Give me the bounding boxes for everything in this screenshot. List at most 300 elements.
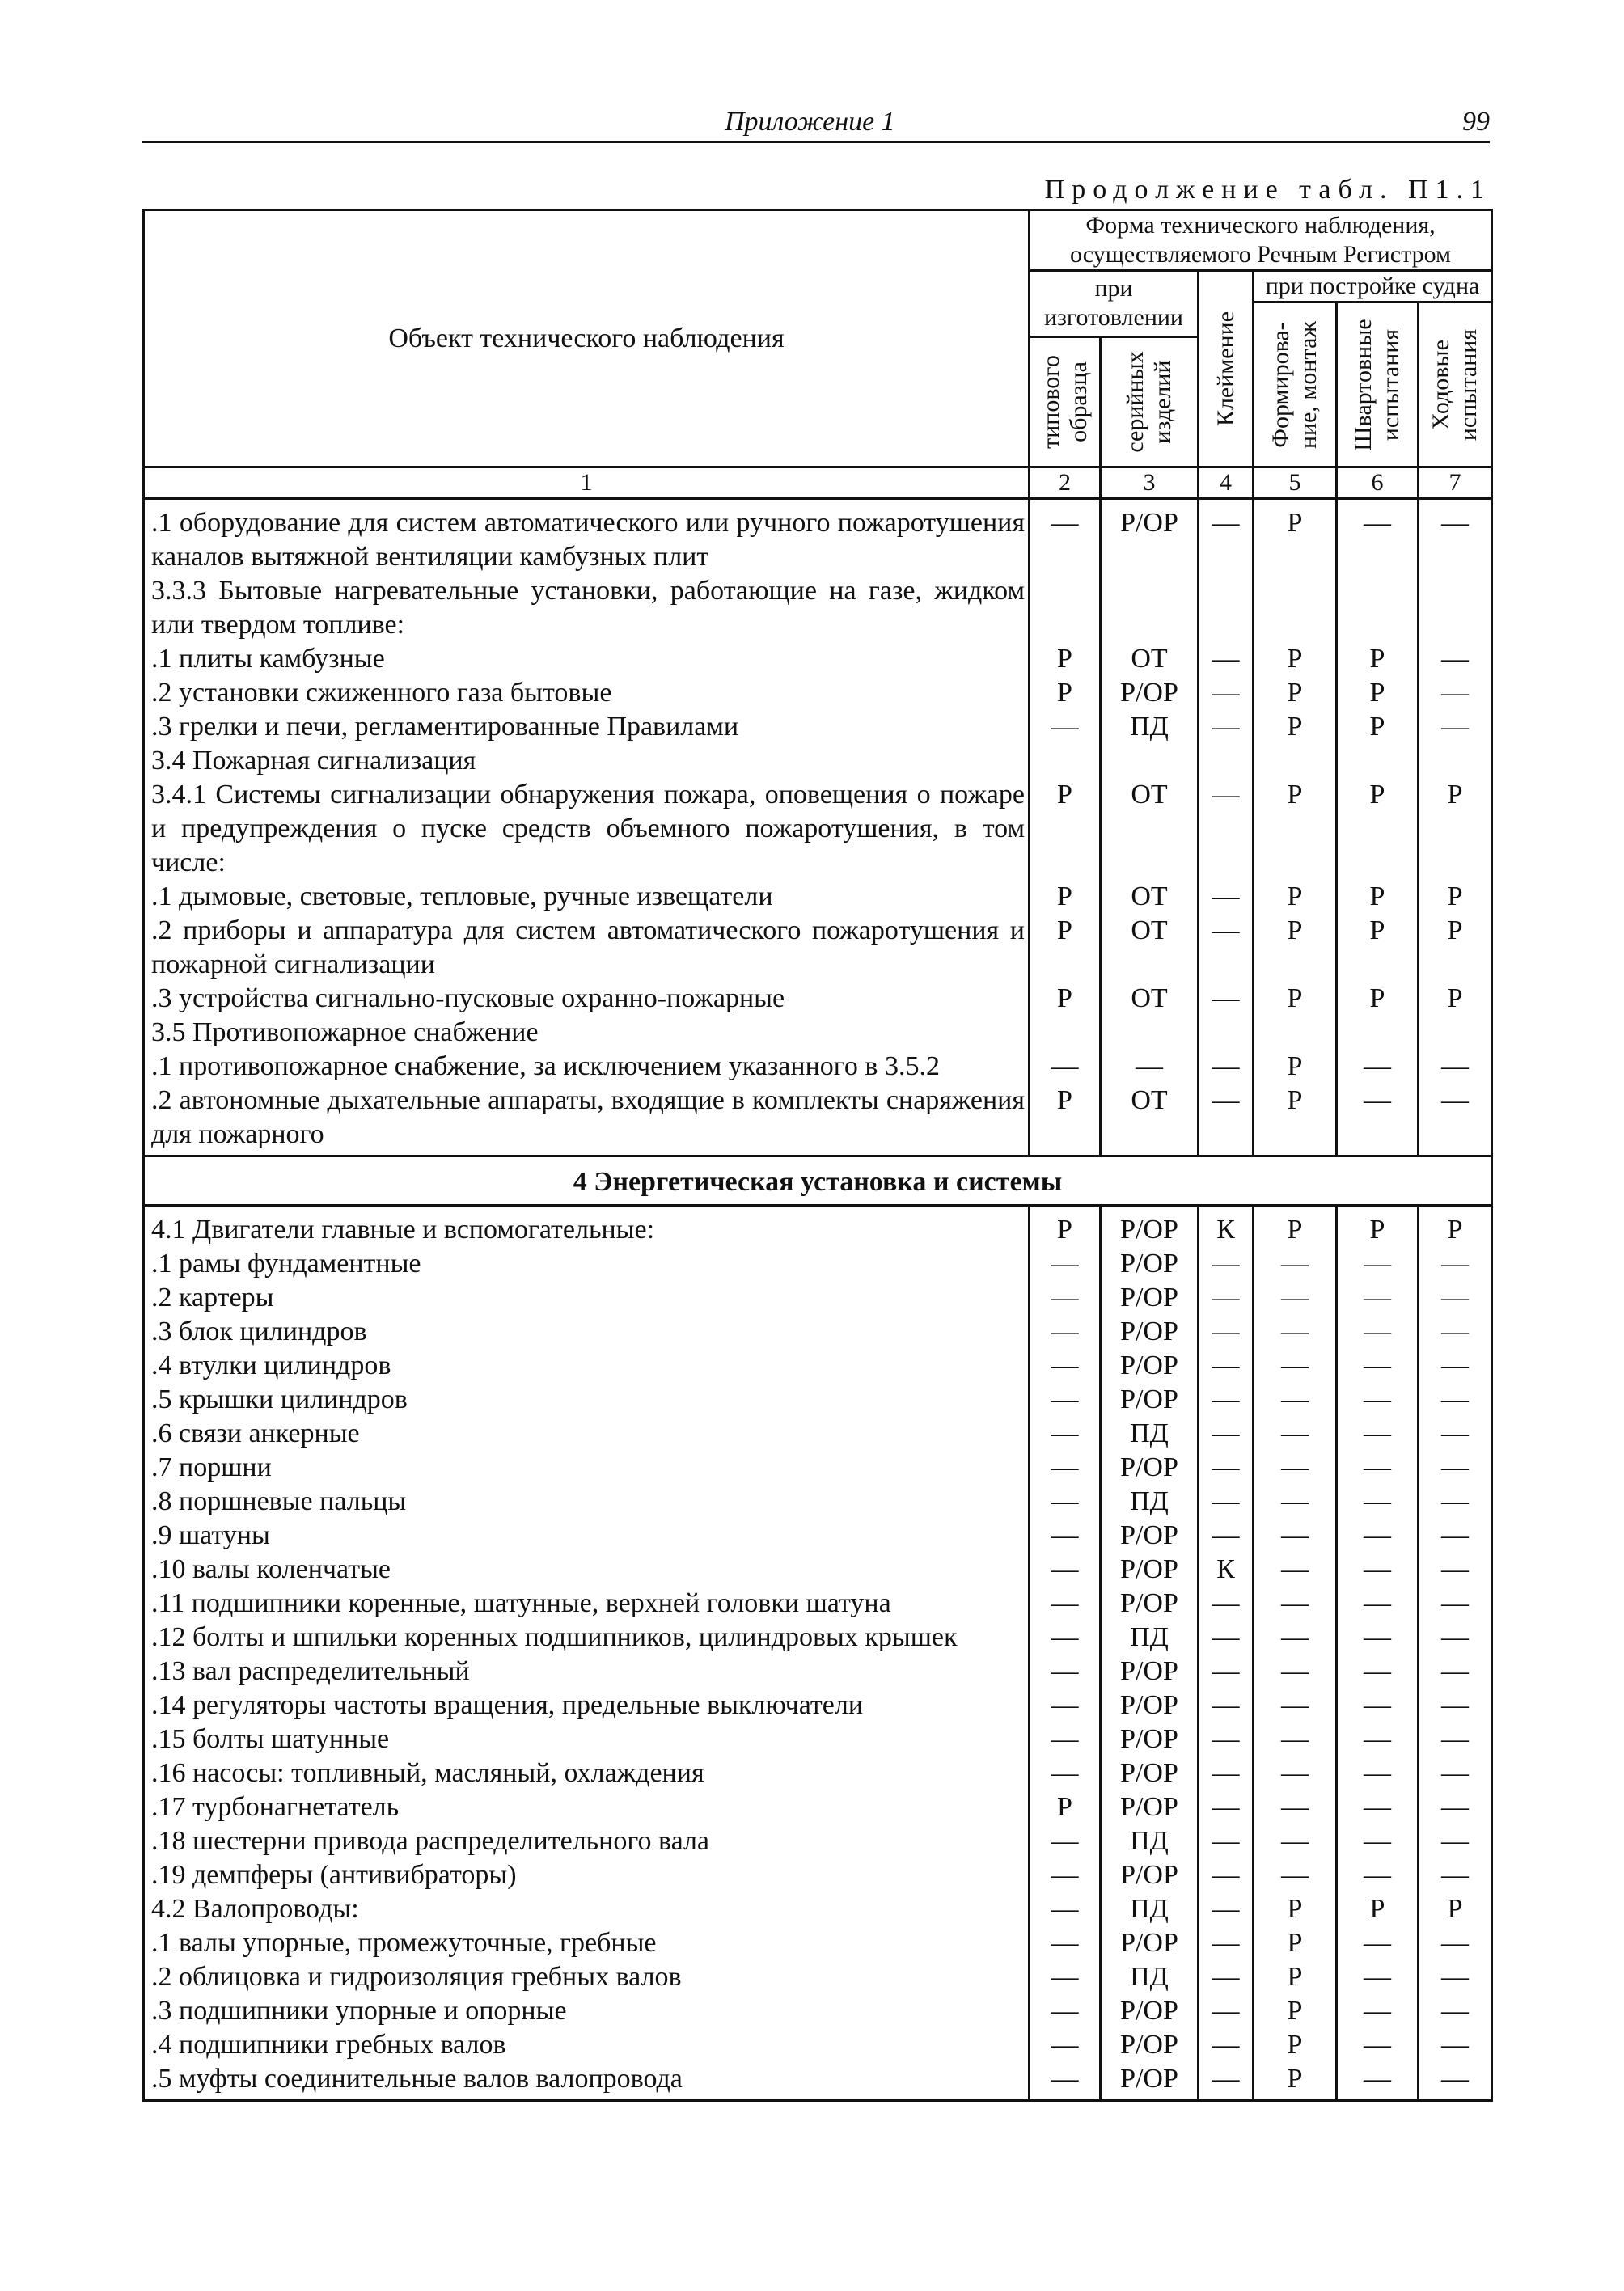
- object-cell: .16 насосы: топливный, масляный, охлаждения: [144, 1756, 1030, 1790]
- value-cell: Р/ОР: [1101, 1281, 1199, 1315]
- value-cell: Р/ОР: [1101, 1655, 1199, 1689]
- table-row: [144, 1722, 1492, 1756]
- object-cell: .1 плиты камбузные: [144, 642, 1030, 676]
- column-number: 5: [1254, 467, 1337, 499]
- value-cell: —: [1030, 1722, 1101, 1756]
- value-cell: —: [1199, 778, 1254, 880]
- table-row: [144, 1960, 1492, 1994]
- value-cell: Р: [1254, 880, 1337, 914]
- value-cell: ПД: [1101, 1621, 1199, 1655]
- table-row: [144, 1587, 1492, 1621]
- table-row: [144, 2062, 1492, 2101]
- value-cell: Р/ОР: [1101, 1206, 1199, 1248]
- value-cell: Р/ОР: [1101, 1315, 1199, 1349]
- value-cell: Р: [1030, 880, 1101, 914]
- value-cell: —: [1254, 1858, 1337, 1892]
- value-cell: —: [1254, 1383, 1337, 1417]
- value-cell: —: [1419, 499, 1492, 575]
- object-cell: .2 приборы и аппаратура для систем автоматического пожаротушения и пожарной сигнализации: [144, 914, 1030, 982]
- value-cell: —: [1030, 710, 1101, 744]
- value-cell: —: [1419, 1587, 1492, 1621]
- value-cell: Р: [1254, 1084, 1337, 1156]
- value-cell: Р: [1337, 982, 1419, 1016]
- header-mark: [1199, 271, 1254, 467]
- value-cell: [1030, 574, 1101, 642]
- value-cell: [1419, 744, 1492, 778]
- value-cell: Р/ОР: [1101, 1994, 1199, 2028]
- value-cell: —: [1337, 2028, 1419, 2062]
- section-heading: 4 Энергетическая установка и системы: [144, 1156, 1492, 1206]
- value-cell: —: [1030, 1050, 1101, 1084]
- table-row: [144, 1050, 1492, 1084]
- value-cell: —: [1199, 1689, 1254, 1722]
- value-cell: —: [1030, 1315, 1101, 1349]
- value-cell: —: [1254, 1349, 1337, 1383]
- object-cell: .2 установки сжиженного газа бытовые: [144, 676, 1030, 710]
- value-cell: Р: [1254, 778, 1337, 880]
- value-cell: —: [1337, 1050, 1419, 1084]
- value-cell: —: [1254, 1315, 1337, 1349]
- column-number: 1: [144, 467, 1030, 499]
- value-cell: —: [1419, 1790, 1492, 1824]
- value-cell: Р: [1254, 710, 1337, 744]
- table-row: [144, 1519, 1492, 1553]
- value-cell: Р: [1419, 1892, 1492, 1926]
- section-heading-row: [144, 1156, 1492, 1206]
- table-row: [144, 1926, 1492, 1960]
- object-cell: .3 блок цилиндров: [144, 1315, 1030, 1349]
- header-mooring: [1337, 302, 1419, 467]
- value-cell: —: [1419, 1383, 1492, 1417]
- value-cell: Р: [1030, 778, 1101, 880]
- value-cell: [1419, 1016, 1492, 1050]
- section-heading-group: [144, 1156, 1492, 1206]
- value-cell: [1101, 1016, 1199, 1050]
- value-cell: —: [1030, 1892, 1101, 1926]
- value-cell: —: [1419, 1084, 1492, 1156]
- object-cell: .1 валы упорные, промежуточные, гребные: [144, 1926, 1030, 1960]
- header-construction: при постройке судна: [1254, 271, 1492, 302]
- object-cell: .1 оборудование для систем автоматического или ручного пожаротушения каналов вытяжной вентиляции камбузных плит: [144, 499, 1030, 575]
- value-cell: —: [1030, 1451, 1101, 1485]
- value-cell: Р: [1254, 982, 1337, 1016]
- value-cell: —: [1199, 1084, 1254, 1156]
- header-mooring-text: Швартовные испытания: [1350, 318, 1404, 451]
- value-cell: —: [1419, 1994, 1492, 2028]
- object-cell: .15 болты шатунные: [144, 1722, 1030, 1756]
- value-cell: —: [1030, 1858, 1101, 1892]
- running-head: [142, 105, 1490, 143]
- object-cell: 4.1 Двигатели главные и вспомогательные:: [144, 1206, 1030, 1248]
- column-number: 7: [1419, 467, 1492, 499]
- value-cell: ОТ: [1101, 778, 1199, 880]
- value-cell: Р: [1337, 1206, 1419, 1248]
- value-cell: —: [1030, 2028, 1101, 2062]
- header-object: Объект технического наблюдения: [144, 210, 1030, 467]
- value-cell: —: [1199, 1790, 1254, 1824]
- table-row: [144, 1994, 1492, 2028]
- value-cell: Р: [1419, 914, 1492, 982]
- value-cell: —: [1199, 1315, 1254, 1349]
- object-cell: .14 регуляторы частоты вращения, предельные выключатели: [144, 1689, 1030, 1722]
- value-cell: —: [1254, 1485, 1337, 1519]
- value-cell: —: [1337, 1926, 1419, 1960]
- table-row: [144, 676, 1492, 710]
- value-cell: —: [1030, 1756, 1101, 1790]
- column-numbers-row: [144, 467, 1492, 499]
- table-row: [144, 914, 1492, 982]
- value-cell: К: [1199, 1553, 1254, 1587]
- value-cell: —: [1419, 1485, 1492, 1519]
- table-row: [144, 1655, 1492, 1689]
- value-cell: Р: [1254, 1960, 1337, 1994]
- value-cell: Р/ОР: [1101, 1756, 1199, 1790]
- value-cell: Р: [1337, 778, 1419, 880]
- value-cell: [1337, 1016, 1419, 1050]
- table-body-power: [144, 1206, 1492, 2101]
- inspection-table: [142, 209, 1493, 2102]
- value-cell: —: [1030, 1824, 1101, 1858]
- value-cell: [1101, 744, 1199, 778]
- header-manufacture: при изготовлении: [1030, 271, 1199, 337]
- value-cell: Р/ОР: [1101, 1451, 1199, 1485]
- value-cell: ОТ: [1101, 914, 1199, 982]
- value-cell: —: [1419, 1451, 1492, 1485]
- object-cell: .5 муфты соединительные валов валопровода: [144, 2062, 1030, 2101]
- table-row: [144, 1621, 1492, 1655]
- table-row: [144, 1858, 1492, 1892]
- value-cell: —: [1199, 1858, 1254, 1892]
- value-cell: —: [1419, 1621, 1492, 1655]
- value-cell: ОТ: [1101, 880, 1199, 914]
- value-cell: Р/ОР: [1101, 1349, 1199, 1383]
- table-caption: Продолжение табл. П1.1: [1044, 175, 1491, 205]
- value-cell: —: [1419, 1926, 1492, 1960]
- value-cell: —: [1199, 1451, 1254, 1485]
- value-cell: —: [1030, 1655, 1101, 1689]
- value-cell: —: [1199, 1655, 1254, 1689]
- value-cell: —: [1419, 1247, 1492, 1281]
- value-cell: [1337, 744, 1419, 778]
- header-sea: [1419, 302, 1492, 467]
- value-cell: —: [1419, 1858, 1492, 1892]
- value-cell: Р: [1419, 880, 1492, 914]
- value-cell: —: [1254, 1824, 1337, 1858]
- value-cell: —: [1337, 1281, 1419, 1315]
- value-cell: —: [1030, 1960, 1101, 1994]
- value-cell: —: [1337, 1587, 1419, 1621]
- value-cell: —: [1337, 1621, 1419, 1655]
- value-cell: —: [1337, 1247, 1419, 1281]
- value-cell: Р: [1254, 914, 1337, 982]
- value-cell: Р: [1254, 2062, 1337, 2101]
- object-cell: .7 поршни: [144, 1451, 1030, 1485]
- value-cell: —: [1419, 1553, 1492, 1587]
- value-cell: Р: [1337, 642, 1419, 676]
- value-cell: —: [1030, 1926, 1101, 1960]
- value-cell: —: [1199, 1621, 1254, 1655]
- value-cell: —: [1199, 1722, 1254, 1756]
- value-cell: —: [1030, 1281, 1101, 1315]
- column-number: 2: [1030, 467, 1101, 499]
- object-cell: .1 рамы фундаментные: [144, 1247, 1030, 1281]
- value-cell: Р/ОР: [1101, 1247, 1199, 1281]
- table-row: [144, 1281, 1492, 1315]
- value-cell: Р/ОР: [1101, 1790, 1199, 1824]
- value-cell: —: [1419, 676, 1492, 710]
- running-head-title: Приложение 1: [725, 107, 895, 137]
- object-cell: .9 шатуны: [144, 1519, 1030, 1553]
- header-form: Форма технического наблюдения, осуществляемого Речным Регистром: [1030, 210, 1492, 271]
- value-cell: —: [1337, 1417, 1419, 1451]
- value-cell: Р: [1419, 1206, 1492, 1248]
- value-cell: —: [1199, 1050, 1254, 1084]
- value-cell: —: [1337, 1960, 1419, 1994]
- value-cell: —: [1254, 1689, 1337, 1722]
- value-cell: Р/ОР: [1101, 1858, 1199, 1892]
- value-cell: —: [1337, 1994, 1419, 2028]
- value-cell: —: [1030, 1994, 1101, 2028]
- value-cell: —: [1101, 1050, 1199, 1084]
- value-cell: —: [1337, 2062, 1419, 2101]
- table-row: [144, 1247, 1492, 1281]
- value-cell: —: [1199, 1247, 1254, 1281]
- table-row: [144, 710, 1492, 744]
- value-cell: —: [1254, 1451, 1337, 1485]
- column-number: 3: [1101, 467, 1199, 499]
- object-cell: .10 валы коленчатые: [144, 1553, 1030, 1587]
- value-cell: Р: [1030, 982, 1101, 1016]
- table-row: [144, 982, 1492, 1016]
- table-body-fire: [144, 499, 1492, 1156]
- value-cell: ОТ: [1101, 982, 1199, 1016]
- table-row: [144, 880, 1492, 914]
- object-cell: .2 картеры: [144, 1281, 1030, 1315]
- value-cell: ОТ: [1101, 642, 1199, 676]
- value-cell: —: [1030, 1485, 1101, 1519]
- value-cell: [1030, 744, 1101, 778]
- value-cell: —: [1419, 1519, 1492, 1553]
- table-row: [144, 1689, 1492, 1722]
- value-cell: —: [1030, 1621, 1101, 1655]
- object-cell: .4 подшипники гребных валов: [144, 2028, 1030, 2062]
- value-cell: —: [1337, 1689, 1419, 1722]
- value-cell: —: [1030, 1349, 1101, 1383]
- value-cell: —: [1254, 1621, 1337, 1655]
- value-cell: —: [1199, 642, 1254, 676]
- value-cell: —: [1199, 1349, 1254, 1383]
- value-cell: —: [1337, 1315, 1419, 1349]
- value-cell: —: [1030, 1383, 1101, 1417]
- value-cell: —: [1199, 1383, 1254, 1417]
- object-cell: .17 турбонагнетатель: [144, 1790, 1030, 1824]
- object-cell: .12 болты и шпильки коренных подшипников, цилиндровых крышек: [144, 1621, 1030, 1655]
- value-cell: —: [1337, 1655, 1419, 1689]
- value-cell: [1101, 574, 1199, 642]
- value-cell: —: [1419, 1722, 1492, 1756]
- value-cell: —: [1254, 1247, 1337, 1281]
- value-cell: [1030, 1016, 1101, 1050]
- value-cell: Р: [1337, 676, 1419, 710]
- header-serial: [1101, 336, 1199, 467]
- value-cell: Р: [1254, 642, 1337, 676]
- object-cell: .3 устройства сигнально-пусковые охранно-пожарные: [144, 982, 1030, 1016]
- value-cell: —: [1199, 1485, 1254, 1519]
- value-cell: [1337, 574, 1419, 642]
- value-cell: —: [1030, 2062, 1101, 2101]
- value-cell: —: [1337, 1485, 1419, 1519]
- value-cell: —: [1199, 1926, 1254, 1960]
- value-cell: —: [1254, 1790, 1337, 1824]
- value-cell: —: [1337, 1858, 1419, 1892]
- column-number: 4: [1199, 467, 1254, 499]
- value-cell: —: [1419, 1417, 1492, 1451]
- value-cell: [1254, 1016, 1337, 1050]
- value-cell: —: [1419, 2062, 1492, 2101]
- value-cell: Р: [1030, 914, 1101, 982]
- value-cell: —: [1337, 499, 1419, 575]
- object-cell: 3.4.1 Системы сигнализации обнаружения пожара, оповещения о пожаре и предупреждения о пуске средств объемного пожаротушения, в том числе:: [144, 778, 1030, 880]
- value-cell: ПД: [1101, 1892, 1199, 1926]
- value-cell: —: [1337, 1451, 1419, 1485]
- value-cell: —: [1337, 1084, 1419, 1156]
- value-cell: Р: [1030, 1206, 1101, 1248]
- value-cell: —: [1254, 1655, 1337, 1689]
- table-row: [144, 1892, 1492, 1926]
- header-type-text: типового образца: [1037, 355, 1092, 449]
- value-cell: Р: [1337, 880, 1419, 914]
- value-cell: —: [1254, 1281, 1337, 1315]
- value-cell: Р/ОР: [1101, 1553, 1199, 1587]
- object-cell: .6 связи анкерные: [144, 1417, 1030, 1451]
- value-cell: Р/ОР: [1101, 676, 1199, 710]
- value-cell: Р: [1254, 1892, 1337, 1926]
- value-cell: ОТ: [1101, 1084, 1199, 1156]
- value-cell: —: [1030, 1553, 1101, 1587]
- value-cell: —: [1419, 1756, 1492, 1790]
- header-type: [1030, 336, 1101, 467]
- value-cell: —: [1030, 1689, 1101, 1722]
- value-cell: Р: [1419, 778, 1492, 880]
- object-cell: 4.2 Валопроводы:: [144, 1892, 1030, 1926]
- value-cell: [1254, 574, 1337, 642]
- value-cell: —: [1199, 1994, 1254, 2028]
- table-row: [144, 642, 1492, 676]
- value-cell: [1199, 744, 1254, 778]
- value-cell: Р: [1030, 1084, 1101, 1156]
- object-cell: .11 подшипники коренные, шатунные, верхней головки шатуна: [144, 1587, 1030, 1621]
- object-cell: .13 вал распределительный: [144, 1655, 1030, 1689]
- table-row: [144, 1315, 1492, 1349]
- value-cell: —: [1254, 1553, 1337, 1587]
- table-row: [144, 574, 1492, 642]
- value-cell: ПД: [1101, 1824, 1199, 1858]
- value-cell: —: [1419, 1349, 1492, 1383]
- value-cell: Р/ОР: [1101, 1689, 1199, 1722]
- value-cell: [1199, 1016, 1254, 1050]
- value-cell: Р: [1030, 676, 1101, 710]
- value-cell: [1199, 574, 1254, 642]
- table-row: [144, 1349, 1492, 1383]
- table-row: [144, 1824, 1492, 1858]
- table-row: [144, 1206, 1492, 1248]
- value-cell: —: [1419, 2028, 1492, 2062]
- object-cell: .19 демпферы (антивибраторы): [144, 1858, 1030, 1892]
- value-cell: —: [1199, 2062, 1254, 2101]
- table-row: [144, 1383, 1492, 1417]
- value-cell: —: [1199, 710, 1254, 744]
- value-cell: Р: [1030, 642, 1101, 676]
- object-cell: .18 шестерни привода распределительного вала: [144, 1824, 1030, 1858]
- value-cell: Р/ОР: [1101, 2062, 1199, 2101]
- table-row: [144, 1417, 1492, 1451]
- table-row: [144, 1553, 1492, 1587]
- header-mark-text: Клеймение: [1212, 311, 1239, 427]
- object-cell: .5 крышки цилиндров: [144, 1383, 1030, 1417]
- object-cell: .3 подшипники упорные и опорные: [144, 1994, 1030, 2028]
- table-row: [144, 2028, 1492, 2062]
- value-cell: —: [1337, 1722, 1419, 1756]
- value-cell: Р: [1254, 499, 1337, 575]
- object-cell: .2 автономные дыхательные аппараты, входящие в комплекты снаряжения для пожарного: [144, 1084, 1030, 1156]
- value-cell: —: [1337, 1824, 1419, 1858]
- header-serial-text: серийных изделий: [1122, 351, 1176, 453]
- value-cell: —: [1419, 642, 1492, 676]
- value-cell: —: [1199, 1892, 1254, 1926]
- value-cell: Р: [1254, 1994, 1337, 2028]
- header-forming: [1254, 302, 1337, 467]
- value-cell: —: [1030, 499, 1101, 575]
- value-cell: —: [1199, 880, 1254, 914]
- value-cell: —: [1337, 1756, 1419, 1790]
- header-forming-text: Формирова-ние, монтаж: [1267, 320, 1322, 449]
- value-cell: —: [1419, 1960, 1492, 1994]
- value-cell: Р: [1254, 1926, 1337, 1960]
- value-cell: ПД: [1101, 710, 1199, 744]
- table-row: [144, 744, 1492, 778]
- value-cell: ПД: [1101, 1960, 1199, 1994]
- value-cell: —: [1419, 1689, 1492, 1722]
- table-row: [144, 778, 1492, 880]
- value-cell: —: [1337, 1383, 1419, 1417]
- value-cell: Р: [1254, 1050, 1337, 1084]
- column-number: 6: [1337, 467, 1419, 499]
- value-cell: —: [1199, 1519, 1254, 1553]
- value-cell: Р/ОР: [1101, 499, 1199, 575]
- value-cell: Р/ОР: [1101, 2028, 1199, 2062]
- value-cell: Р: [1337, 710, 1419, 744]
- value-cell: —: [1199, 676, 1254, 710]
- value-cell: —: [1419, 1315, 1492, 1349]
- value-cell: [1419, 574, 1492, 642]
- value-cell: —: [1254, 1587, 1337, 1621]
- table-row: [144, 1451, 1492, 1485]
- value-cell: Р: [1337, 914, 1419, 982]
- value-cell: Р/ОР: [1101, 1722, 1199, 1756]
- value-cell: —: [1419, 1824, 1492, 1858]
- value-cell: К: [1199, 1206, 1254, 1248]
- value-cell: Р/ОР: [1101, 1383, 1199, 1417]
- object-cell: .3 грелки и печи, регламентированные Правилами: [144, 710, 1030, 744]
- value-cell: Р/ОР: [1101, 1519, 1199, 1553]
- value-cell: —: [1254, 1756, 1337, 1790]
- table-row: [144, 1485, 1492, 1519]
- value-cell: Р: [1254, 2028, 1337, 2062]
- table-row: [144, 1756, 1492, 1790]
- table-row: [144, 1016, 1492, 1050]
- value-cell: —: [1030, 1417, 1101, 1451]
- value-cell: —: [1337, 1349, 1419, 1383]
